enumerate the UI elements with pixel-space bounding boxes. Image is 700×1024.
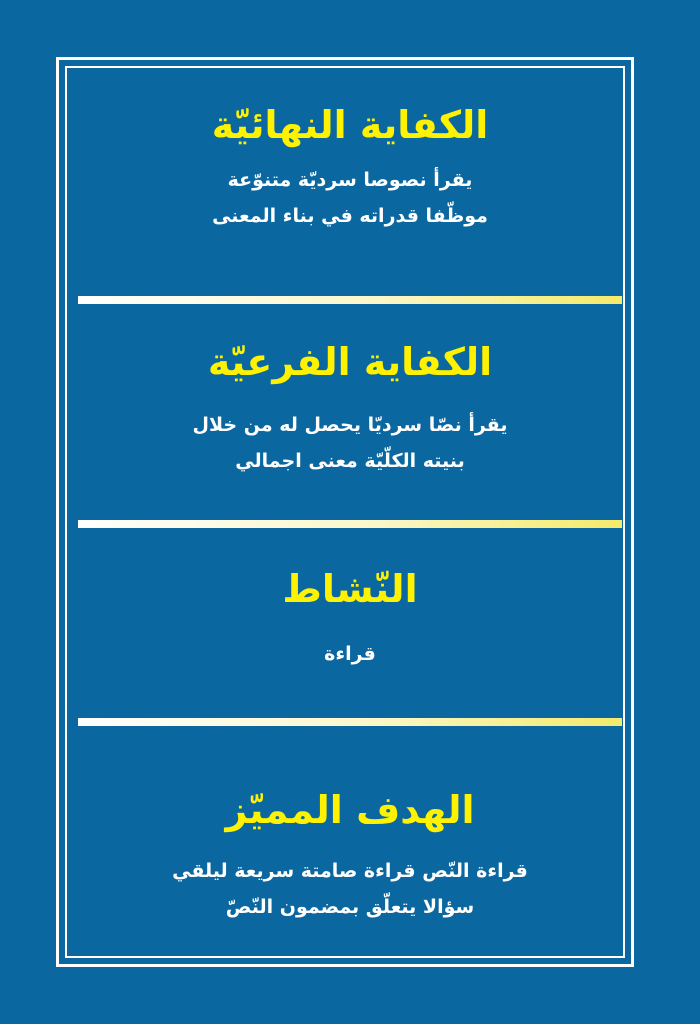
heading-sub-competence: الكفاية الفرعيّة bbox=[207, 340, 493, 384]
distinct-goal-line-1: قراءة النّص قراءة صامتة سريعة ليلقي bbox=[172, 859, 528, 882]
sub-competence-line-2: بنيته الكلّيّة معنى اجمالي bbox=[235, 450, 465, 473]
final-competence-line-1: يقرأ نصوصا سرديّة متنوّعة bbox=[227, 168, 473, 191]
section-final-competence bbox=[80, 103, 620, 228]
section-distinct-goal bbox=[80, 788, 620, 919]
activity-line-1: قراءة bbox=[324, 642, 376, 665]
sub-competence-line-1: يقرأ نصّا سرديّا يحصل له من خلال bbox=[192, 413, 508, 436]
heading-final-competence: الكفاية النهائيّة bbox=[211, 103, 489, 147]
heading-activity: النّشاط bbox=[282, 567, 418, 611]
divider-1 bbox=[78, 296, 622, 304]
final-competence-line-2: موظّفا قدراته في بناء المعنى bbox=[212, 205, 488, 228]
divider-3 bbox=[78, 718, 622, 726]
section-activity bbox=[80, 567, 620, 665]
section-sub-competence bbox=[80, 340, 620, 473]
heading-distinct-goal: الهدف المميّز bbox=[225, 788, 475, 832]
divider-2 bbox=[78, 520, 622, 528]
distinct-goal-line-2: سؤالا يتعلّق بمضمون النّصّ bbox=[225, 896, 475, 919]
